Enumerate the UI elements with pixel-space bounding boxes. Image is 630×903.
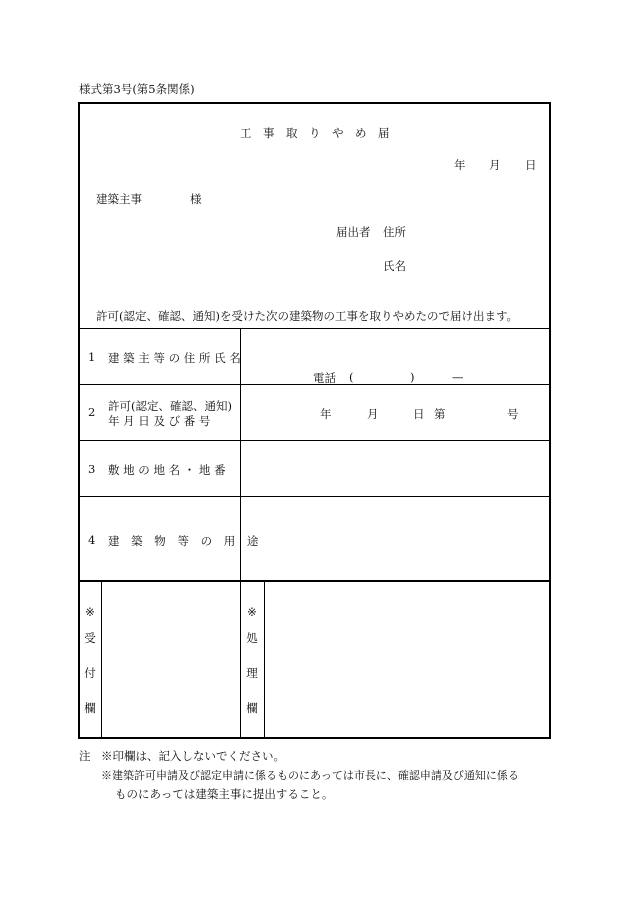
divider-row2 <box>79 440 550 441</box>
row3-number: 3 <box>88 462 96 476</box>
notes-label: 注 <box>79 749 91 763</box>
row2-day: 日 <box>413 407 425 421</box>
row2-number: 2 <box>88 405 96 419</box>
note-2-line1: ※建築許可申請及び認定申請に係るものにあっては市長に、確認申請及び通知に係る <box>101 769 519 782</box>
reception-char-3: 欄 <box>84 701 96 715</box>
addressee-name: 建築主事 <box>96 192 142 206</box>
row1-open-paren: ( <box>349 370 354 384</box>
row1-dash: — <box>452 370 464 384</box>
date-year: 年 <box>454 158 466 172</box>
divider-row3 <box>79 496 550 497</box>
row1-number: 1 <box>88 350 96 364</box>
applicant-label: 届出者 <box>336 225 371 239</box>
divider-header <box>79 328 550 329</box>
divider-bottom-section <box>79 580 550 582</box>
date-day: 日 <box>525 158 537 172</box>
applicant-address-label: 住所 <box>383 225 406 239</box>
row4-label: 建 築 物 等 の 用 途 <box>108 534 263 548</box>
row1-label: 建 築 主 等 の 住 所 氏 名 <box>108 351 241 365</box>
processing-char-3: 欄 <box>246 701 258 715</box>
row2-label-line2: 年 月 日 及 び 番 号 <box>108 414 211 428</box>
row3-label: 敷 地 の 地 名 ・ 地 番 <box>108 463 226 477</box>
row2-year: 年 <box>320 407 332 421</box>
row4-number: 4 <box>88 533 96 547</box>
row2-label-line1: 許可(認定、確認、通知) <box>108 399 232 413</box>
divider-reception-mark <box>101 580 102 738</box>
form-number: 様式第3号(第5条関係) <box>79 82 195 96</box>
reception-char-1: 受 <box>84 631 96 645</box>
divider-processing-mark <box>264 580 265 738</box>
statement: 許可(認定、確認、通知)を受けた次の建築物の工事を取りやめたので届け出ます。 <box>96 309 519 323</box>
divider-reception-processing <box>240 580 241 738</box>
date-month: 月 <box>489 158 501 172</box>
reception-char-2: 付 <box>84 666 96 680</box>
row2-go: 号 <box>507 407 519 421</box>
processing-char-2: 理 <box>246 666 258 680</box>
row2-month: 月 <box>367 407 379 421</box>
note-2-line2: ものにあっては建築主事に提出すること。 <box>115 787 334 801</box>
row1-close-paren: ) <box>410 370 415 384</box>
reception-mark: ※ <box>85 605 95 619</box>
row2-dai: 第 <box>434 407 446 421</box>
processing-char-1: 処 <box>246 631 258 645</box>
processing-mark: ※ <box>247 605 257 619</box>
form-title: 工 事 取 り や め 届 <box>240 126 390 140</box>
row1-phone-label: 電話 <box>313 371 336 385</box>
note-1: ※印欄は、記入しないでください。 <box>101 749 285 763</box>
applicant-name-label: 氏名 <box>383 259 406 273</box>
addressee-honorific: 様 <box>190 192 202 206</box>
